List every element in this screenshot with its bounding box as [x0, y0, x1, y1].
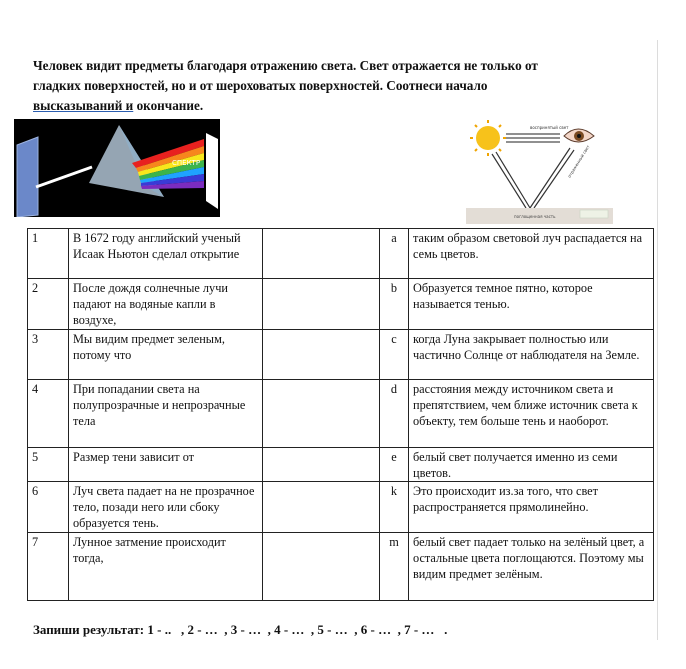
heading-line-3 [33, 96, 633, 116]
answer-cell [263, 229, 380, 279]
statement-start: Луч света падает на не прозрачное тело, позади него или сбоку образуется тень. [69, 482, 263, 533]
table-row [28, 330, 654, 380]
statement-end: таким образом световой луч распадается на семь цветов. [409, 229, 654, 279]
statement-end: Образуется темное пятно, которое называется тенью. [409, 279, 654, 330]
table-row [28, 279, 654, 330]
row-letter: c [380, 330, 409, 380]
result-line: Запиши результат: 1 - .. , 2 - … , 3 - … , 4 - … , 5 - … , 6 - … , 7 - … . [33, 622, 448, 637]
statement-start: Мы видим предмет зеленым, потому что [69, 330, 263, 380]
heading-line-3-rest: окончание. [133, 98, 204, 113]
answer-cell [263, 279, 380, 330]
row-number: 5 [28, 448, 69, 482]
statement-end: белый свет падает только на зелёный цвет, а остальные цвета поглощаются. Поэтому мы видим предмет зелёным. [409, 533, 654, 601]
statement-start: Размер тени зависит от [69, 448, 263, 482]
statement-end: когда Луна закрывает полностью или частично Солнце от наблюдателя на Земле. [409, 330, 654, 380]
page-edge-line [657, 40, 658, 640]
row-letter: a [380, 229, 409, 279]
row-number: 3 [28, 330, 69, 380]
spectrum-label: СПЕКТР [172, 159, 201, 167]
table-row [28, 229, 654, 279]
statement-start: В 1672 году английский ученый Исаак Ньютон сделал открытие [69, 229, 263, 279]
answer-cell [263, 482, 380, 533]
surface-slab [580, 210, 608, 218]
statement-start: Лунное затмение происходит тогда, [69, 533, 263, 601]
answer-cell [263, 533, 380, 601]
answer-cell [263, 330, 380, 380]
label-surface: поглощенная часть [514, 214, 556, 219]
table-row [28, 533, 654, 601]
projection-screen [206, 133, 218, 209]
row-number: 6 [28, 482, 69, 533]
light-reflection-diagram [466, 118, 613, 224]
answer-cell [263, 380, 380, 448]
label-incident: воспринятый свет [530, 125, 569, 130]
heading-line-2: гладких поверхностей, но и от шероховатых поверхностей. Соотнеси начало [33, 78, 488, 93]
row-letter: k [380, 482, 409, 533]
task-heading [33, 56, 633, 116]
prism-spectrum-image [14, 119, 220, 217]
row-number: 4 [28, 380, 69, 448]
heading-line-1: Человек видит предметы благодаря отражению света. Свет отражается не только от [33, 58, 538, 73]
row-letter: d [380, 380, 409, 448]
matching-table [27, 228, 654, 601]
light-source-screen [17, 137, 38, 217]
statement-end: Это происходит из.за того, что свет распространяется прямолинейно. [409, 482, 654, 533]
table-row [28, 448, 654, 482]
row-letter: e [380, 448, 409, 482]
row-number: 1 [28, 229, 69, 279]
table-row [28, 482, 654, 533]
heading-underlined-part: высказываний и [33, 98, 134, 113]
row-number: 2 [28, 279, 69, 330]
statement-end: белый свет получается именно из семи цветов. [409, 448, 654, 482]
label-reflected: отраженный свет [566, 144, 591, 179]
row-letter: b [380, 279, 409, 330]
answer-cell [263, 448, 380, 482]
row-number: 7 [28, 533, 69, 601]
statement-start: После дождя солнечные лучи падают на водяные капли в воздухе, [69, 279, 263, 330]
table-row [28, 380, 654, 448]
statement-end: расстояния между источником света и препятствием, чем ближе источник света к объекту, тем больше тень и наоборот. [409, 380, 654, 448]
statement-start: При попадании света на полупрозрачные и непрозрачные тела [69, 380, 263, 448]
row-letter: m [380, 533, 409, 601]
